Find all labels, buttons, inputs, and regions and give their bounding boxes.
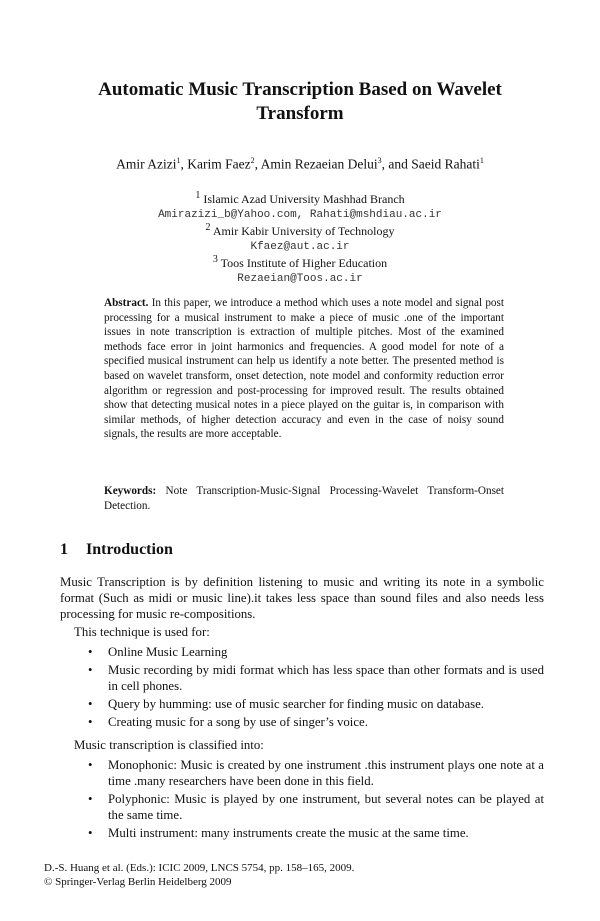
footer-line-1: D.-S. Huang et al. (Eds.): ICIC 2009, LNCS 5754, pp. 158–165, 2009. bbox=[44, 862, 355, 874]
classified-intro: Music transcription is classified into: bbox=[74, 738, 264, 752]
footer-citation bbox=[44, 861, 354, 889]
list-item: • Query by humming: use of music searcher for finding music on database. bbox=[88, 697, 484, 711]
abstract bbox=[104, 296, 504, 442]
bullet-mark: • bbox=[88, 663, 93, 677]
abstract-label: Abstract. bbox=[104, 297, 149, 309]
keywords-label: Keywords: bbox=[104, 485, 157, 497]
used-for-intro: This technique is used for: bbox=[74, 625, 210, 639]
footer-line-2: © Springer-Verlag Berlin Heidelberg 2009 bbox=[44, 876, 232, 888]
affil-email: Kfaez@aut.ac.ir bbox=[250, 241, 350, 253]
keywords-text: Note Transcription-Music-Signal Processing-Wavelet Transform-Onset Detection. bbox=[104, 485, 505, 512]
affiliation-3 bbox=[60, 252, 540, 287]
list-item: • Monophonic: Music is created by one instrument .this instrument plays one note at a time .many researchers have been done in this field. bbox=[88, 758, 544, 788]
used-for-list bbox=[88, 644, 544, 732]
bullet-mark: • bbox=[88, 715, 93, 729]
title-line-2: Transform bbox=[256, 103, 344, 124]
author-name: Karim Faez bbox=[187, 156, 251, 172]
intro-paragraph: Music Transcription is by definition listening to music and writing its note in a symbolic format (Such as midi or music line).it takes less space than sound files and also needs less processing for music re-compositions. bbox=[60, 575, 544, 621]
author-affil-mark: 2 bbox=[250, 156, 255, 165]
bullet-mark: • bbox=[88, 792, 93, 806]
author-separator: , bbox=[254, 156, 261, 172]
author-affil-mark: 1 bbox=[176, 156, 181, 165]
abstract-text: In this paper, we introduce a method which uses a note model and signal post processing for a musical instrument to make a piece of music .one of the important issues in note transcription is extraction of multiple pitches. Most of the examined methods face error in joint harmonics and frequencies. A good model for note of a specified musical instrument can help us identify a note better. The presented method is based on wavelet transform, onset detection, note model and conformity reduction error algorithm or regression and post-processing for improved result. The results obtained show that detecting musical notes in a piece played on the guitar is, in comparison with similar methods, of higher detection accuracy and even in the case of noisy sound signals, the results are more acceptable. bbox=[104, 297, 504, 441]
affil-name: Toos Institute of Higher Education bbox=[220, 256, 388, 270]
author-separator: , and bbox=[381, 156, 412, 172]
affiliation-1 bbox=[60, 188, 540, 223]
author-name: Saeid Rahati bbox=[411, 156, 480, 172]
author-list bbox=[40, 156, 560, 173]
classified-list bbox=[88, 757, 544, 843]
list-item: • Multi instrument: many instruments create the music at the same time. bbox=[88, 826, 469, 840]
bullet-mark: • bbox=[88, 697, 93, 711]
title-line-1: Automatic Music Transcription Based on Wavelet bbox=[98, 79, 502, 100]
affil-mark: 2 bbox=[205, 222, 211, 233]
author-name: Amin Rezaeian Delui bbox=[260, 156, 378, 172]
bullet-mark: • bbox=[88, 758, 93, 772]
author-name: Amir Azizi bbox=[116, 156, 177, 172]
list-item: • Creating music for a song by use of singer’s voice. bbox=[88, 715, 368, 729]
list-item: • Polyphonic: Music is played by one instrument, but several notes can be played at the same time. bbox=[88, 792, 544, 822]
list-item: • Music recording by midi format which has less space than other formats and is used in cell phones. bbox=[88, 663, 544, 693]
affil-mark: 3 bbox=[212, 254, 218, 265]
section-number: 1 bbox=[60, 541, 68, 558]
bullet-mark: • bbox=[88, 826, 93, 840]
author-separator: , bbox=[180, 156, 188, 172]
section-heading-introduction bbox=[60, 541, 173, 559]
keywords bbox=[104, 484, 504, 513]
affil-name: Amir Kabir University of Technology bbox=[212, 224, 395, 238]
author-affil-mark: 3 bbox=[377, 156, 382, 165]
affil-name: Islamic Azad University Mashhad Branch bbox=[203, 192, 405, 206]
affil-email: Amirazizi_b@Yahoo.com, Rahati@mshdiau.ac.ir bbox=[158, 209, 442, 221]
section-title: Introduction bbox=[86, 541, 173, 558]
list-item: • Online Music Learning bbox=[88, 645, 228, 659]
affil-email: Rezaeian@Toos.ac.ir bbox=[237, 273, 363, 285]
author-affil-mark: 1 bbox=[479, 156, 484, 165]
paper-title bbox=[60, 78, 540, 126]
affiliation-2 bbox=[60, 220, 540, 255]
affil-mark: 1 bbox=[195, 190, 201, 201]
bullet-mark: • bbox=[88, 645, 93, 659]
